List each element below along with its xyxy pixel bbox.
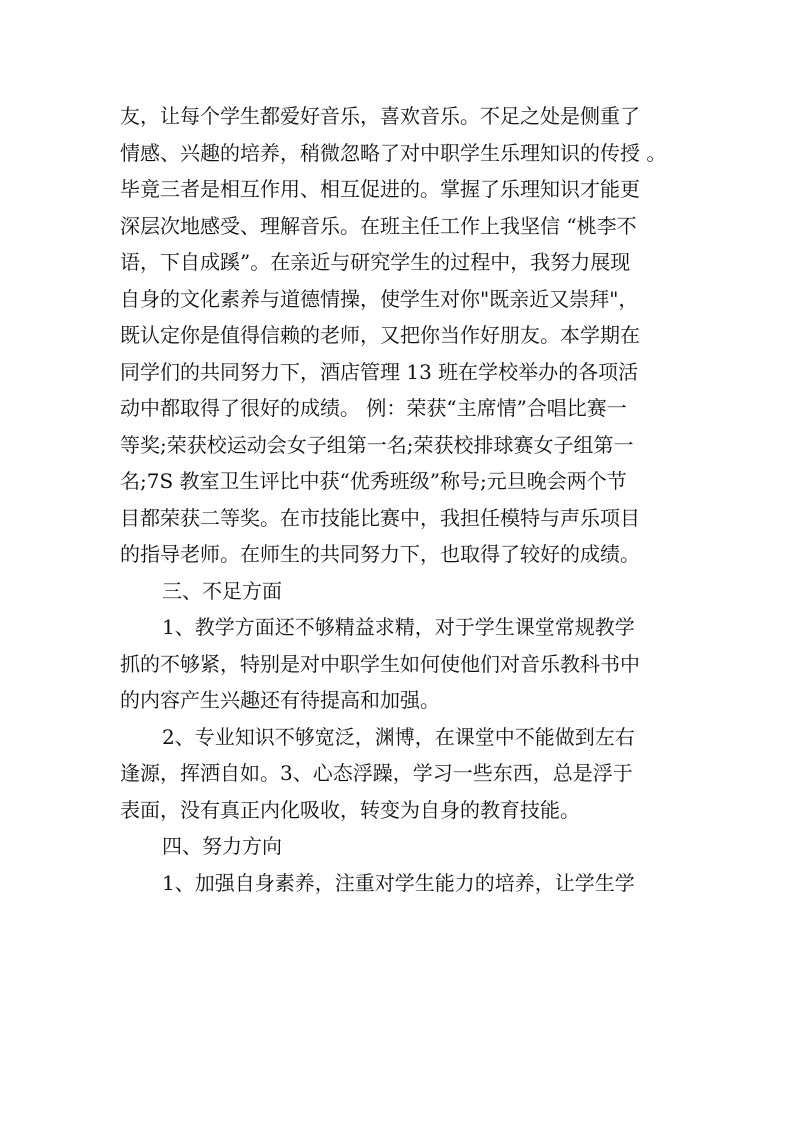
body-text — [120, 98, 680, 901]
text-line: 语，下自成蹊”。在亲近与研究学生的过程中，我努力展现 — [120, 250, 631, 274]
text-line: 动中都取得了很好的成绩。 例：荣获“主席情”合唱比赛一 — [120, 396, 627, 420]
text-line: 1、加强自身素养，注重对学生能力的培养，让学生学 — [162, 870, 635, 895]
text-line: 抓的不够紧，特别是对中职学生如何使他们对音乐教科书中 — [120, 651, 640, 676]
text-line: 友，让每个学生都爱好音乐，喜欢音乐。不足之处是侧重了 — [120, 104, 640, 128]
text-line: 逢源，挥洒自如。3、心态浮躁，学习一些东西，总是浮于 — [120, 761, 633, 785]
text-line: 1、教学方面还不够精益求精，对于学生课堂常规教学 — [162, 615, 635, 639]
text-line: 名;7S 教室卫生评比中获“优秀班级”称号;元旦晚会两个节 — [120, 469, 627, 493]
text-line: 目都荣获二等奖。在市技能比赛中，我担任模特与声乐项目 — [120, 505, 640, 530]
text-line: 既认定你是值得信赖的老师，又把你当作好朋友。本学期在 — [120, 323, 640, 347]
section-heading: 三、不足方面 — [162, 578, 282, 603]
text-line: 等奖;荣获校运动会女子组第一名;荣获校排球赛女子组第一 — [120, 432, 634, 457]
text-line: 情感、兴趣的培养，稍微忽略了对中职学生乐理知识的传授 。 — [120, 140, 667, 165]
text-line: 毕竟三者是相互作用、相互促进的。掌握了乐理知识才能更 — [120, 177, 640, 201]
text-line: 的内容产生兴趣还有待提高和加强。 — [120, 688, 440, 712]
text-line: 2、专业知识不够宽泛，渊博，在课堂中不能做到左右 — [162, 724, 635, 749]
text-line: 自身的文化素养与道德情操，使学生对你"既亲近又崇拜"， — [120, 286, 639, 311]
text-line: 的指导老师。在师生的共同努力下，也取得了较好的成绩。 — [120, 542, 640, 566]
text-line: 深层次地感受、理解音乐。在班主任工作上我坚信 “桃李不 — [120, 213, 637, 238]
section-heading: 四、努力方向 — [162, 834, 282, 858]
text-line: 同学们的共同努力下，酒店管理 13 班在学校举办的各项活 — [120, 359, 639, 384]
text-line: 表面，没有真正内化吸收，转变为自身的教育技能。 — [120, 797, 580, 822]
